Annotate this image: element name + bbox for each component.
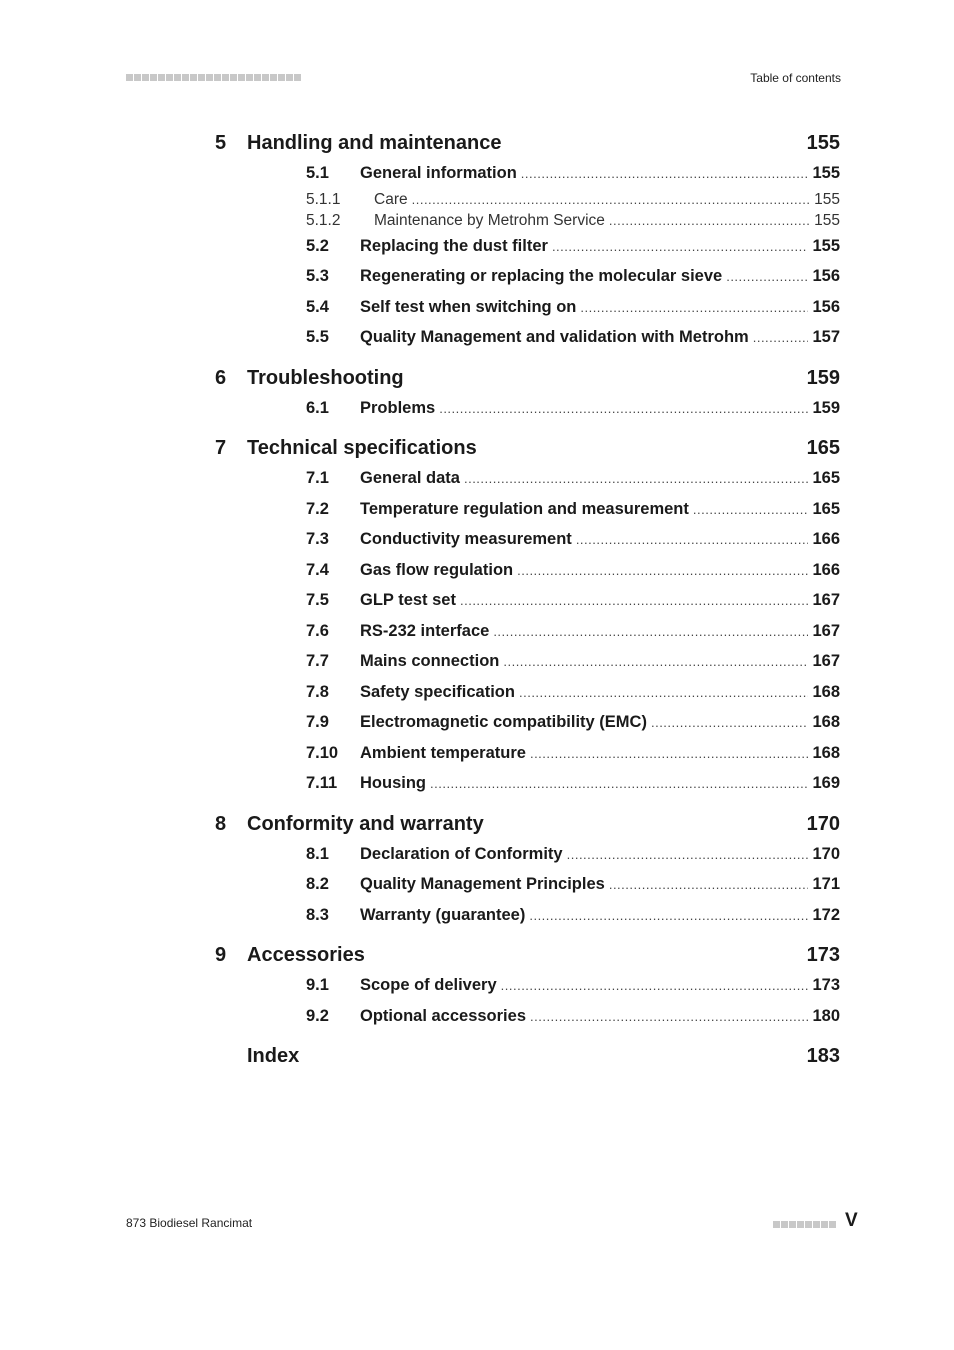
toc-entry-number: 8 [215,812,227,835]
toc-section-entry[interactable] [215,261,840,292]
toc-dot-leader [521,159,809,190]
toc-dot-leader [519,678,808,709]
toc-entry-number: 7.4 [306,560,329,579]
toc-entry-page: 155 [806,132,840,154]
toc-section-entry[interactable] [215,494,840,525]
toc-entry-number: 7.2 [306,499,329,518]
toc-dot-leader [517,556,808,587]
toc-entry-page: 167 [812,652,840,670]
toc-entry-title: Conformity and warranty [247,812,484,835]
toc-chapter-entry[interactable] [215,1041,840,1071]
toc-dot-leader [552,232,809,263]
toc-entry-number: 5.1 [306,164,329,182]
toc-chapter-entry[interactable] [215,940,840,970]
toc-entry-title: Gas flow regulation [360,560,514,579]
toc-entry-title: Housing [360,774,426,792]
toc-entry-page: 155 [814,190,840,208]
toc-dot-leader [439,394,808,425]
decoration-square [166,74,173,81]
toc-entry-number: 5.5 [306,328,329,346]
toc-entry-title: RS-232 interface [360,621,490,640]
decoration-square [182,74,189,81]
toc-entry-title: Electromagnetic compatibility (EMC) [360,713,647,731]
toc-entry-number: 6 [215,366,227,389]
decoration-square [198,74,205,81]
toc-entry-page: 166 [812,560,840,579]
toc-section-entry[interactable] [215,292,840,323]
toc-section-entry[interactable] [215,585,840,616]
toc-entry-page: 172 [812,905,840,924]
toc-entry-page: 165 [806,437,840,459]
toc-entry-page: 159 [806,366,840,389]
toc-entry-page: 180 [812,1006,840,1025]
toc-entry-title: General data [360,469,460,487]
decoration-square [813,1221,820,1228]
decoration-square [781,1221,788,1228]
toc-entry-page: 165 [812,499,840,518]
toc-subsection-entry[interactable] [215,210,840,231]
toc-dot-leader [567,840,809,871]
toc-entry-number: 7.1 [306,469,329,487]
decoration-square [805,1221,812,1228]
toc-entry-title: Temperature regulation and measurement [360,499,689,518]
toc-entry-title: Index [247,1045,300,1067]
decoration-square [222,74,229,81]
toc-dot-leader [609,870,809,901]
toc-entry-title: Regenerating or replacing the molecular sieve [360,267,723,285]
toc-chapter-entry[interactable] [215,433,840,463]
toc-entry-page: 155 [812,236,840,255]
toc-dot-leader [529,901,808,932]
toc-dot-leader [530,1002,808,1033]
toc-entry-title: Replacing the dust filter [360,236,548,255]
toc-entry-number: 5.1.2 [306,211,341,229]
decoration-square [214,74,221,81]
toc-section-entry[interactable] [215,900,840,931]
toc-dot-leader [726,262,808,293]
toc-entry-page: 155 [812,164,840,182]
toc-section-entry[interactable] [215,463,840,494]
toc-dot-leader [576,525,809,556]
toc-entry-title: Warranty (guarantee) [360,905,526,924]
toc-section-entry[interactable] [215,322,840,353]
toc-section-entry[interactable] [215,970,840,1001]
toc-entry-title: Maintenance by Metrohm Service [374,211,605,229]
toc-entry-number: 8.2 [306,875,329,893]
toc-section-entry[interactable] [215,616,840,647]
running-header-title: Table of contents [750,71,841,85]
decoration-square [142,74,149,81]
toc-section-entry[interactable] [215,738,840,769]
toc-chapter-entry[interactable] [215,363,840,393]
toc-entry-title: Safety specification [360,682,515,701]
toc-entry-page: 171 [812,875,840,893]
decoration-square [158,74,165,81]
decoration-square [230,74,237,81]
decoration-square [206,74,213,81]
decoration-square [829,1221,836,1228]
toc-section-entry[interactable] [215,158,840,189]
toc-chapter-entry[interactable] [215,128,840,158]
decoration-square [190,74,197,81]
toc-entry-title: General information [360,164,517,182]
toc-section-entry[interactable] [215,646,840,677]
toc-dot-leader [493,617,808,648]
toc-subsection-entry[interactable] [215,189,840,210]
toc-dot-leader [412,189,811,210]
toc-dot-leader [580,293,808,324]
decoration-square [286,74,293,81]
toc-entry-number: 7.8 [306,682,329,701]
toc-entry-page: 168 [812,682,840,701]
toc-entry-page: 159 [812,398,840,417]
decoration-square [262,74,269,81]
toc-entry-page: 167 [812,621,840,640]
toc-entry-number: 7.11 [306,774,338,792]
toc-section-entry[interactable] [215,707,840,738]
header-decoration [126,74,301,81]
toc-entry-number: 7.3 [306,530,329,548]
toc-dot-leader [753,323,809,354]
toc-entry-number: 5.1.1 [306,190,341,208]
toc-entry-title: Scope of delivery [360,976,497,994]
toc-section-entry[interactable] [215,869,840,900]
toc-entry-page: 168 [812,713,840,731]
toc-entry-page: 156 [812,267,840,285]
toc-entry-number: 7.7 [306,652,329,670]
toc-section-entry[interactable] [215,1001,840,1032]
toc-entry-title: GLP test set [360,591,456,609]
toc-chapter-entry[interactable] [215,809,840,839]
toc-entry-number: 5.4 [306,297,329,316]
toc-entry-number: 5.3 [306,267,329,285]
footer-page-number: V [845,1210,858,1231]
decoration-square [174,74,181,81]
toc-entry-number: 5 [215,132,227,154]
toc-entry-number: 9 [215,944,227,966]
toc-entry-number: 7.5 [306,591,329,609]
toc-entry-title: Ambient temperature [360,743,526,762]
toc-entry-number: 6.1 [306,398,329,417]
toc-entry-title: Declaration of Conformity [360,844,563,863]
toc-dot-leader [501,971,809,1002]
toc-section-entry[interactable] [215,393,840,424]
table-of-contents [215,128,840,1071]
decoration-square [270,74,277,81]
toc-entry-page: 183 [806,1045,840,1067]
toc-entry-number: 7 [215,437,227,459]
toc-entry-title: Troubleshooting [247,366,404,389]
toc-entry-page: 169 [812,774,840,792]
toc-entry-page: 173 [812,976,840,994]
toc-entry-page: 170 [812,844,840,863]
decoration-square [134,74,141,81]
toc-entry-page: 155 [814,211,840,229]
toc-entry-page: 166 [812,530,840,548]
toc-dot-leader [503,647,808,678]
toc-dot-leader [609,210,810,231]
toc-dot-leader [430,769,808,800]
toc-entry-number: 8.3 [306,905,329,924]
toc-section-entry[interactable] [215,839,840,870]
toc-entry-title: Accessories [247,944,365,966]
decoration-square [821,1221,828,1228]
toc-entry-title: Quality Management Principles [360,875,605,893]
toc-entry-number: 8.1 [306,844,329,863]
footer-product-name: 873 Biodiesel Rancimat [126,1216,253,1230]
decoration-square [773,1221,780,1228]
toc-entry-title: Problems [360,398,436,417]
toc-entry-page: 157 [812,328,840,346]
toc-section-entry[interactable] [215,677,840,708]
toc-entry-number: 5.2 [306,236,329,255]
toc-entry-number: 7.10 [306,743,339,762]
toc-entry-number: 9.1 [306,976,329,994]
toc-section-entry[interactable] [215,768,840,799]
toc-section-entry[interactable] [215,231,840,262]
toc-entry-number: 7.6 [306,621,329,640]
toc-entry-title: Care [374,190,408,208]
decoration-square [294,74,301,81]
toc-entry-title: Optional accessories [360,1006,526,1025]
decoration-square [254,74,261,81]
decoration-square [126,74,133,81]
decoration-square [797,1221,804,1228]
toc-dot-leader [530,739,809,770]
toc-entry-page: 156 [812,297,840,316]
toc-entry-page: 170 [806,812,840,835]
toc-entry-title: Conductivity measurement [360,530,572,548]
toc-section-entry[interactable] [215,555,840,586]
footer-decoration [773,1221,836,1228]
toc-entry-page: 168 [812,743,840,762]
toc-entry-number: 9.2 [306,1006,329,1025]
toc-entry-title: Quality Management and validation with Metrohm [360,328,749,346]
toc-entry-title: Mains connection [360,652,500,670]
toc-dot-leader [464,464,809,495]
toc-entry-title: Self test when switching on [360,297,577,316]
toc-dot-leader [693,495,809,526]
toc-entry-page: 165 [812,469,840,487]
decoration-square [238,74,245,81]
toc-entry-page: 167 [812,591,840,609]
toc-section-entry[interactable] [215,524,840,555]
toc-entry-page: 173 [806,944,840,966]
toc-entry-title: Handling and maintenance [247,132,502,154]
toc-dot-leader [651,708,809,739]
decoration-square [278,74,285,81]
toc-entry-title: Technical specifications [247,437,477,459]
toc-dot-leader [460,586,808,617]
toc-entry-number: 7.9 [306,713,329,731]
decoration-square [246,74,253,81]
decoration-square [150,74,157,81]
decoration-square [789,1221,796,1228]
